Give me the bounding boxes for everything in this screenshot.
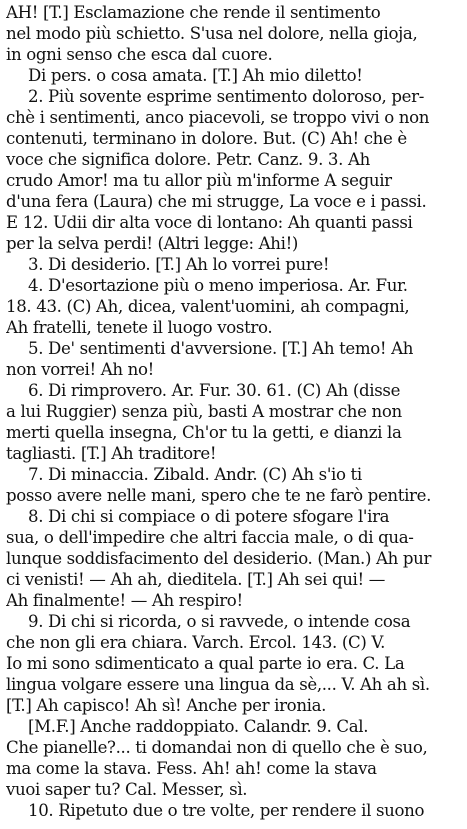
text-line: 6. Di rimprovero. Ar. Fur. 30. 61. (C) Ah (disse (28, 381, 401, 400)
text-line: vuoi saper tu? Cal. Messer, sì. (6, 780, 248, 799)
text-line: 10. Ripetuto due o tre volte, per rendere il suono (28, 801, 425, 820)
text-line: contenuti, terminano in dolore. But. (C) Ah! che è (6, 129, 407, 148)
text-line: Ah fratelli, tenete il luogo vostro. (6, 318, 273, 337)
text-line: ma come la stava. Fess. Ah! ah! come la stava (6, 759, 377, 778)
text-line: in ogni senso che esca dal cuore. (6, 45, 273, 64)
text-line: lunque soddisfacimento del desiderio. (Man.) Ah pur (6, 549, 432, 568)
text-line: 7. Di minaccia. Zibald. Andr. (C) Ah s'io ti (28, 465, 362, 484)
text-line: E 12. Udii dir alta voce di lontano: Ah quanti passi (6, 213, 413, 232)
text-line: per la selva perdi! (Altri legge: Ahi!) (6, 234, 299, 253)
text-line: Io mi sono sdimenticato a qual parte io era. C. La (6, 654, 405, 673)
text-line: 8. Di chi si compiace o di potere sfogare l'ira (28, 507, 390, 526)
text-line: [M.F.] Anche raddoppiato. Calandr. 9. Cal. (28, 717, 369, 736)
text-line: chè i sentimenti, anco piacevoli, se troppo vivi o non (6, 108, 430, 127)
text-line: Che pianelle?... ti domandai non di quello che è suo, (6, 738, 428, 757)
text-line: non vorrei! Ah no! (6, 360, 154, 379)
text-line: sua, o dell'impedire che altri faccia male, o di qua- (6, 528, 414, 547)
text-line: 4. D'esortazione più o meno imperiosa. Ar. Fur. (28, 276, 408, 295)
text-line: 2. Più sovente esprime sentimento doloroso, per- (28, 87, 424, 106)
text-line: voce che significa dolore. Petr. Canz. 9. 3. Ah (6, 150, 370, 169)
text-line: Di pers. o cosa amata. [T.] Ah mio diletto! (28, 66, 363, 85)
text-line: che non gli era chiara. Varch. Ercol. 143. (C) V. (6, 633, 386, 652)
text-line: [T.] Ah capisco! Ah sì! Anche per ironia. (6, 696, 327, 715)
text-line: 9. Di chi si ricorda, o si ravvede, o intende cosa (28, 612, 411, 631)
text-line: nel modo più schietto. S'usa nel dolore, nella gioja, (6, 24, 418, 43)
text-line: 3. Di desiderio. [T.] Ah lo vorrei pure! (28, 255, 330, 274)
text-line: merti quella insegna, Ch'or tu la getti, e dianzi la (6, 423, 402, 442)
text-line: crudo Amor! ma tu allor più m'informe A seguir (6, 171, 392, 190)
text-line: 5. De' sentimenti d'avversione. [T.] Ah temo! Ah (28, 339, 414, 358)
text-line: posso avere nelle mani, spero che te ne farò pentire. (6, 486, 432, 505)
text-line: Ah finalmente! — Ah respiro! (6, 591, 243, 610)
text-line: ci venisti! — Ah ah, dieditela. [T.] Ah sei qui! — (6, 570, 385, 589)
text-line: AH! [T.] Esclamazione che rende il sentimento (6, 3, 381, 22)
text-line: a lui Ruggier) senza più, basti A mostrar che non (6, 402, 402, 421)
text-line: lingua volgare essere una lingua da sè,... V. Ah ah sì. (6, 675, 430, 694)
text-line: tagliasti. [T.] Ah traditore! (6, 444, 217, 463)
text-line: d'una fera (Laura) che mi strugge, La voce e i passi. (6, 192, 427, 211)
text-line: 18. 43. (C) Ah, dicea, valent'uomini, ah compagni, (6, 297, 410, 316)
